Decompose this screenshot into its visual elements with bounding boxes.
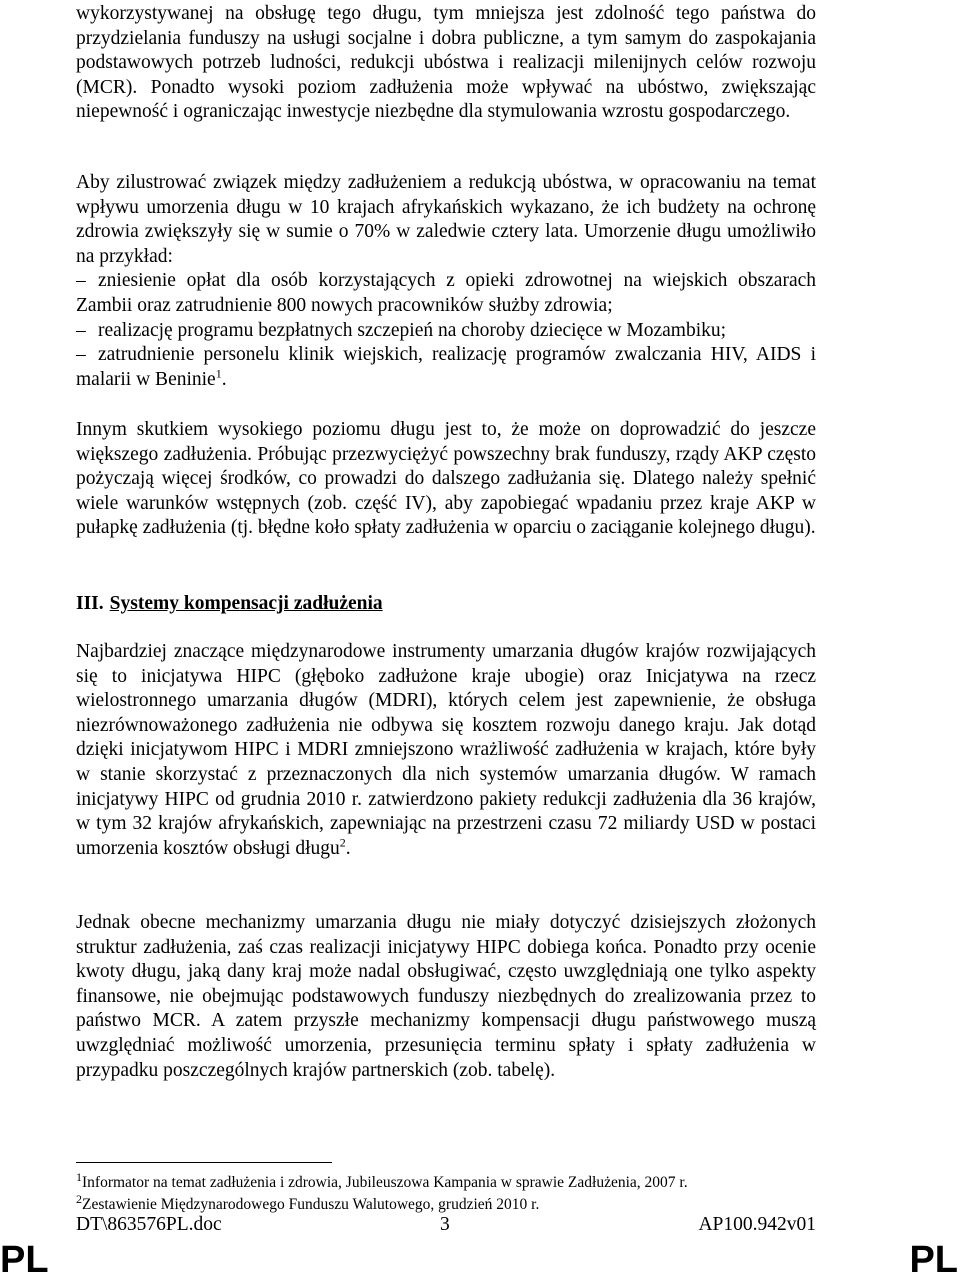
- paragraph-3: Innym skutkiem wysokiego poziomu długu jest to, że może on doprowadzić do jeszcze większego zadłużenia. Próbując przezwyciężyć powszechny brak funduszy, rządy AKP często pożyczają więcej środków, co prowadzi do dalszego zadłużania się. Dlatego należy spełnić wiele warunków wstępnych (zob. część IV), aby zapobiegać wpadaniu przez kraje AKP w pułapkę zadłużenia (tj. błędne koło spłaty zadłużenia w oparciu o zaciąganie kolejnego długu).: [76, 419, 816, 539]
- footnote-ref-1[interactable]: 1: [215, 366, 222, 381]
- footnote-ref-2[interactable]: 2: [339, 835, 346, 850]
- paragraph-1: wykorzystywanej na obsługę tego długu, tym mniejsza jest zdolność tego państwa do przydzielania funduszy na usługi socjalne i dobra publiczne, a tym samym do zaspokajania podstawowych potrzeb ludności, redukcji ubóstwa i realizacji milenijnych celów rozwoju (MCR). Ponadto wysoki poziom zadłużenia może wpływać na ubóstwo, zwiększając niepewność i ograniczając inwestycje niezbędne dla stymulowania wzrostu gospodarczego.: [76, 3, 816, 123]
- list-item: – zniesienie opłat dla osób korzystających z opieki zdrowotnej na wiejskich obszarach Zambii oraz zatrudnienie 800 nowych pracowników służby zdrowia;: [76, 270, 816, 316]
- footnote-1: $^1$Informator na temat zadłużenia i zdrowia, Jubileuszowa Kampania w sprawie Zadłużenia, 2007 r.: [76, 1169, 688, 1191]
- section-title: Systemy kompensacji zadłużenia: [109, 593, 383, 614]
- version-code: AP100.942v01: [698, 1214, 816, 1235]
- list-item: – zatrudnienie personelu klinik wiejskich, realizację programów zwalczania HIV, AIDS i malarii w Beninie$^1$.: [76, 344, 816, 390]
- footnote-2: $^2$Zestawienie Międzynarodowego Funduszu Walutowego, grudzień 2010 r.: [76, 1191, 540, 1213]
- page-footer: [76, 1214, 816, 1244]
- footnote-separator: [76, 1162, 332, 1163]
- language-tag-left: PL: [0, 1239, 49, 1281]
- paragraph-2-intro: Aby zilustrować związek między zadłużeniem a redukcją ubóstwa, w opracowaniu na temat wpływu umorzenia długu w 10 krajach afrykańskich wykazano, że ich budżety na ochronę zdrowia zwiększyły się w sumie o 70% w zaledwie cztery lata. Umorzenie długu umożliwiło na przykład:: [76, 172, 816, 267]
- document-reference: DT\863576PL.doc: [76, 1214, 222, 1235]
- paragraph-5: Jednak obecne mechanizmy umarzania długu nie miały dotyczyć dzisiejszych złożonych struktur zadłużenia, zaś czas realizacji inicjatywy HIPC dobiega końca. Ponadto przy ocenie kwoty długu, jaką dany kraj może nadal obsługiwać, często uwzględniają one tylko aspekty finansowe, nie obejmując podstawowych funduszy niezbędnych do zrealizowania przez to państwo MCR. A zatem przyszłe mechanizmy kompensacji długu państwowego muszą uwzględniać możliwość umorzenia, przesunięcia terminu spłaty i spłaty zadłużenia w przypadku poszczególnych krajów partnerskich (zob. tabelę).: [76, 912, 816, 1081]
- section-heading: [76, 591, 383, 617]
- language-tag-right: PL: [909, 1239, 958, 1281]
- footnotes: [76, 1169, 836, 1216]
- paragraph-4: Najbardziej znaczące międzynarodowe instrumenty umarzania długów krajów rozwijających się to inicjatywa HIPC (głęboko zadłużone kraje ubogie) oraz Inicjatywa na rzecz wielostronnego umarzania długów (MDRI), których celem jest zapewnienie, że obsługa niezrównoważonego zadłużenia nie odbywa się kosztem rozwoju danego kraju. Jak dotąd dzięki inicjatywom HIPC i MDRI zmniejszono wrażliwość zadłużenia w krajach, które były w stanie skorzystać z przeznaczonych dla nich systemów umarzania długów. W ramach inicjatywy HIPC od grudnia 2010 r. zatwierdzono pakiety redukcji zadłużenia dla 36 krajów, w tym 32 krajów afrykańskich, zapewniając na przestrzeni czasu 72 miliardy USD w postaci umorzenia kosztów obsługi długu$^2$.: [76, 641, 816, 859]
- paragraph-2: [76, 171, 816, 392]
- section-number: III.: [76, 593, 104, 614]
- page-number: 3: [440, 1214, 450, 1235]
- list-item: – realizację programu bezpłatnych szczepień na choroby dziecięce w Mozambiku;: [76, 319, 727, 341]
